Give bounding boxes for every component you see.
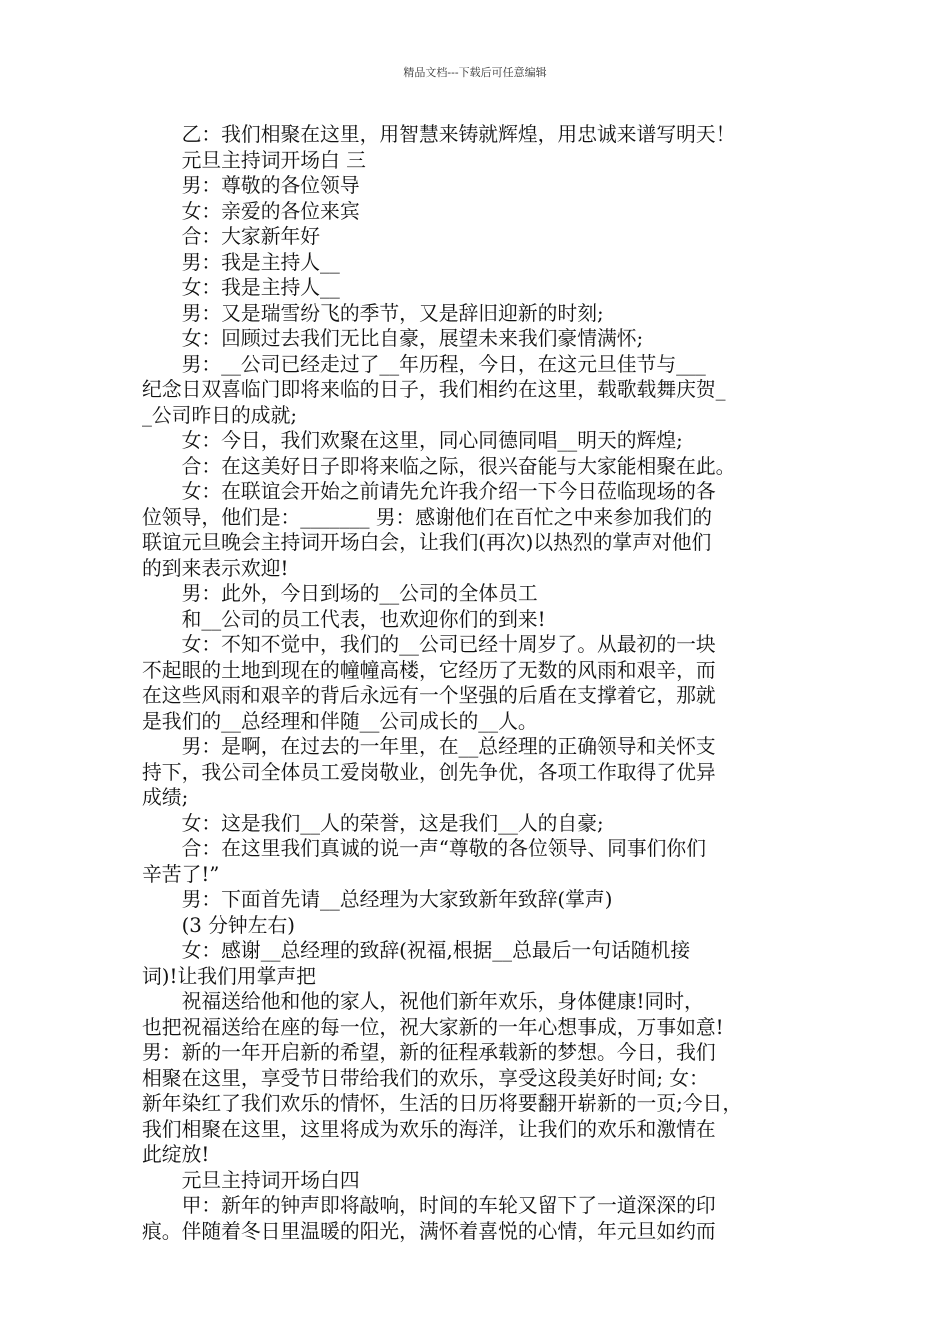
section-heading: 元旦主持词开场白四 — [142, 1168, 360, 1192]
text-line: 乙：我们相聚在这里，用智慧来铸就辉煌，用忠诚来谱写明天！ — [142, 123, 736, 146]
text-line: 在这些风雨和艰辛的背后永远有一个坚强的后盾在支撑着它，那就 — [142, 684, 716, 707]
text-line: 不起眼的土地到现在的幢幢高楼，它经历了无数的风雨和艰辛，而 — [142, 658, 716, 682]
text-line: 男：此外，今日到场的__公司的全体员工 — [142, 582, 538, 605]
text-line: 男：是啊，在过去的一年里，在__总经理的正确领导和关怀支 — [142, 735, 716, 758]
text-line: 男：我是主持人__ — [142, 250, 340, 274]
text-line: 词)!让我们用掌声把 — [142, 964, 316, 988]
text-line: 是我们的__总经理和伴随__公司成长的__人。 — [142, 709, 538, 733]
text-line: 纪念日双喜临门即将来临的日子，我们相约在这里，载歌载舞庆贺_ — [142, 378, 726, 401]
section-heading: 元旦主持词开场白 三 — [142, 148, 366, 172]
text-line: 男：新的一年开启新的希望，新的征程承载新的梦想。今日，我们 — [142, 1041, 716, 1064]
text-line: 和__公司的员工代表，也欢迎你们的到来! — [142, 607, 546, 631]
text-line: 成绩; — [142, 786, 189, 809]
text-line: 的到来表示欢迎! — [142, 556, 289, 580]
text-line: 男：又是瑞雪纷飞的季节，又是辞旧迎新的时刻; — [142, 301, 604, 325]
text-line: 痕。伴随着冬日里温暖的阳光，满怀着喜悦的心情，年元旦如约而 — [142, 1219, 716, 1243]
text-line: (3 分钟左右) — [142, 913, 295, 937]
text-line: 位领导，他们是：_______ 男：感谢他们在百忙之中来参加我们的 — [142, 505, 713, 529]
text-line: 男：下面首先请__总经理为大家致新年致辞(掌声) — [142, 888, 613, 911]
text-line: 我们相聚在这里，这里将成为欢乐的海洋，让我们的欢乐和激情在 — [142, 1117, 716, 1141]
text-line: 合：大家新年好 — [142, 225, 321, 248]
text-line: 女：不知不觉中，我们的__公司已经十周岁了。从最初的一块 — [142, 633, 716, 656]
text-line: 男：__公司已经走过了__年历程，今日，在这元旦佳节与___ — [142, 352, 706, 376]
text-line: 也把祝福送给在座的每一位，祝大家新的一年心想事成，万事如意! — [142, 1015, 724, 1039]
text-line: 甲：新年的钟声即将敲响，时间的车轮又留下了一道深深的印 — [142, 1194, 716, 1217]
text-line: 女：回顾过去我们无比自豪，展望未来我们豪情满怀; — [142, 327, 644, 350]
page-header: 精品文档---下载后可任意编辑 — [403, 66, 547, 79]
text-line: 此绽放! — [142, 1143, 210, 1166]
text-line: 女：感谢__总经理的致辞(祝福,根据__总最后一句话随机接 — [142, 939, 691, 962]
text-line: 持下，我公司全体员工爱岗敬业，创先争优，各项工作取得了优异 — [142, 760, 716, 784]
text-line: _公司昨日的成就; — [142, 403, 298, 427]
text-line: 男：尊敬的各位领导 — [142, 174, 360, 197]
text-line: 女：这是我们__人的荣誉，这是我们__人的自豪; — [142, 811, 604, 835]
text-line: 女：今日，我们欢聚在这里，同心同德同唱__明天的辉煌; — [142, 429, 683, 452]
text-line: 相聚在这里，享受节日带给我们的欢乐，享受这段美好时间; 女： — [142, 1066, 709, 1090]
document-body — [142, 122, 814, 1244]
text-line: 女：在联谊会开始之前请先允许我介绍一下今日莅临现场的各 — [142, 480, 716, 503]
text-line: 女：亲爱的各位来宾 — [142, 199, 360, 223]
text-line: 合：在这美好日子即将来临之际，很兴奋能与大家能相聚在此。 — [142, 454, 736, 478]
text-line: 女：我是主持人__ — [142, 276, 340, 299]
text-line: 合：在这里我们真诚的说一声“尊敬的各位领导、同事们你们 — [142, 837, 706, 860]
text-line: 祝福送给他和他的家人，祝他们新年欢乐，身体健康!同时， — [142, 990, 704, 1013]
text-line: 联谊元旦晚会主持词开场白会，让我们(再次)以热烈的掌声对他们 — [142, 531, 712, 554]
text-line: 新年染红了我们欢乐的情怀，生活的日历将要翻开崭新的一页;今日， — [142, 1092, 743, 1115]
text-line: 辛苦了!” — [142, 862, 220, 886]
